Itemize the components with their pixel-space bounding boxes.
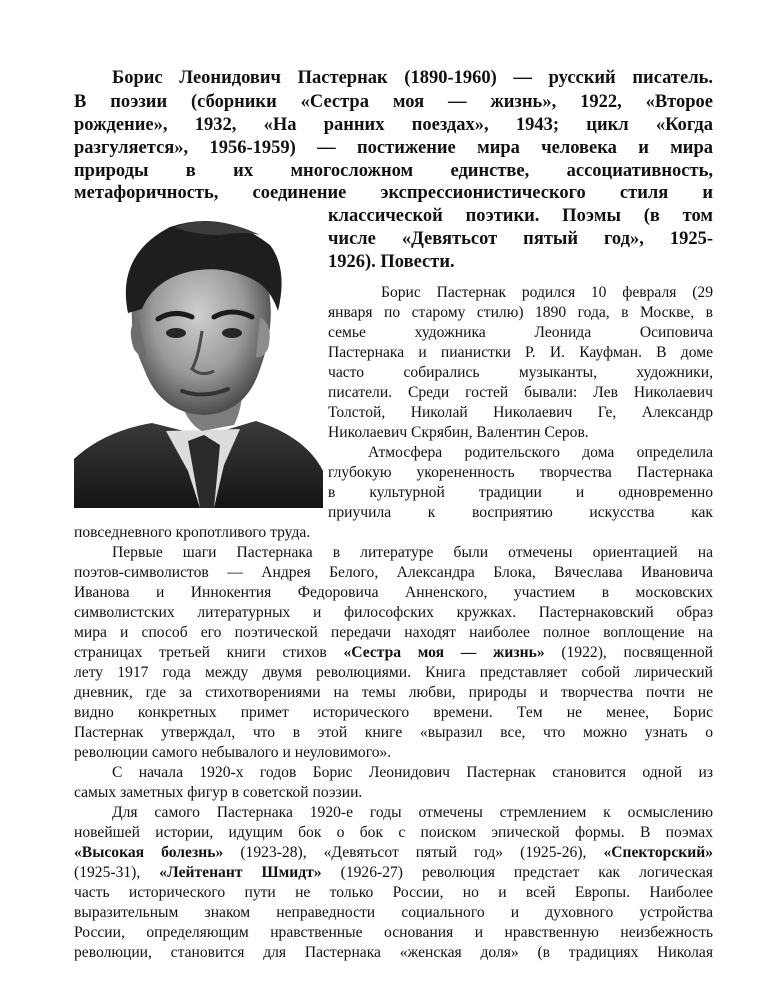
text-line: С начала 1920-х годов Борис Леонидович Пастернак становится одной из	[112, 764, 713, 781]
text-line: революции, становится для Пастернака «женская доля» (в традициях Николая	[74, 944, 713, 961]
text-segment: (1923-28), «Девятьсот пятый год» (1925-26),	[223, 844, 604, 861]
text-line: Для самого Пастернака 1920-е годы отмечены стремлением к осмыслению	[112, 804, 713, 821]
heading-line: 1926). Повести.	[328, 252, 455, 272]
heading-line: классической поэтики. Поэмы (в том	[328, 206, 713, 226]
text-line: самых заметных фигур в советской поэзии.	[74, 784, 363, 801]
text-line: Пастернака и пианистки Р. И. Кауфман. В доме	[328, 344, 713, 361]
text-line: лету 1917 года между двумя революциями. Книга представляет собой лирический	[74, 664, 713, 681]
text-line: мира и способ его поэтической передачи находят наиболее полное воплощение на	[74, 624, 713, 641]
heading-line: природы в их многосложном единстве, ассоциативность,	[74, 161, 713, 181]
text-line	[74, 863, 713, 884]
text-line: семье художника Леонида Осиповича	[328, 324, 713, 341]
text-line: Иванова и Иннокентия Федоровича Анненского, участием в московских	[74, 584, 713, 601]
poem-title: «Высокая болезнь»	[74, 844, 224, 861]
text-line: видно конкретных примет исторического времени. Тем не менее, Борис	[74, 704, 713, 721]
heading-line: числе «Девятьсот пятый год», 1925-	[328, 229, 713, 249]
text-segment: (1926-27) революция предстает как логическая	[321, 864, 713, 881]
heading-line: разгуляется», 1956-1959) — постижение мира человека и мира	[74, 138, 713, 158]
text-line: символистских литературных и философских кружках. Пастернаковский образ	[74, 604, 713, 621]
text-line: часть исторического пути не только России, но и всей Европы. Наиболее	[74, 884, 713, 901]
text-segment: страницах третьей книги стихов	[74, 644, 344, 661]
text-line: дневник, где за стихотворениями на темы любви, природы и творчества почти не	[74, 684, 713, 701]
text-line: приучила к восприятию искусства как	[328, 504, 713, 521]
text-line: поэтов-символистов — Андрея Белого, Александра Блока, Вячеслава Ивановича	[74, 564, 713, 581]
text-line: января по старому стилю) 1890 года, в Москве, в	[328, 304, 713, 321]
heading-line: рождение», 1932, «На ранних поездах», 1943; цикл «Когда	[74, 115, 713, 135]
text-line: России, определяющим нравственные основания и нравственную неизбежность	[74, 924, 713, 941]
text-line: Пастернак утверждал, что в этой книге «выразил все, что можно узнать о	[74, 724, 713, 741]
text-line: повседневного кропотливого труда.	[74, 524, 311, 541]
portrait-image	[74, 209, 323, 508]
text-line: новейшей истории, идущим бок о бок с поиском эпической формы. В поэмах	[74, 824, 713, 841]
text-line	[74, 643, 713, 664]
text-line: Первые шаги Пастернака в литературе были отмечены ориентацией на	[112, 544, 713, 561]
text-line: Атмосфера родительского дома определила	[368, 444, 713, 461]
heading-line: Борис Леонидович Пастернак (1890-1960) — русский писатель.	[112, 68, 713, 88]
text-line: Борис Пастернак родился 10 февраля (29	[381, 284, 713, 301]
poem-title: «Спекторский»	[603, 844, 713, 861]
text-line: писатели. Среди гостей бывали: Лев Николаевич	[328, 384, 713, 401]
text-segment: (1922), посвященной	[544, 644, 713, 661]
text-line: глубокую укорененность творчества Пастернака	[328, 464, 713, 481]
portrait-drawing	[74, 209, 323, 508]
text-line: Николаевич Скрябин, Валентин Серов.	[328, 424, 589, 441]
heading-line: В поэзии (сборники «Сестра моя — жизнь», 1922, «Второе	[74, 92, 713, 112]
text-line	[74, 843, 713, 864]
text-line: в культурной традиции и одновременно	[328, 484, 713, 501]
text-segment: (1925-31),	[74, 864, 160, 881]
text-line: часто собирались музыканты, художники,	[328, 364, 713, 381]
book-title: «Сестра моя — жизнь»	[343, 644, 545, 661]
text-line: революции самого небывалого и неуловимого».	[74, 744, 392, 761]
poem-title: «Лейтенант Шмидт»	[159, 864, 322, 881]
text-line: выразительным знаком неправедности социального и духовного устройства	[74, 904, 713, 921]
text-line: Толстой, Николай Николаевич Ге, Александр	[328, 404, 713, 421]
heading-line: метафоричность, соединение экспрессионистического стиля и	[74, 183, 713, 203]
